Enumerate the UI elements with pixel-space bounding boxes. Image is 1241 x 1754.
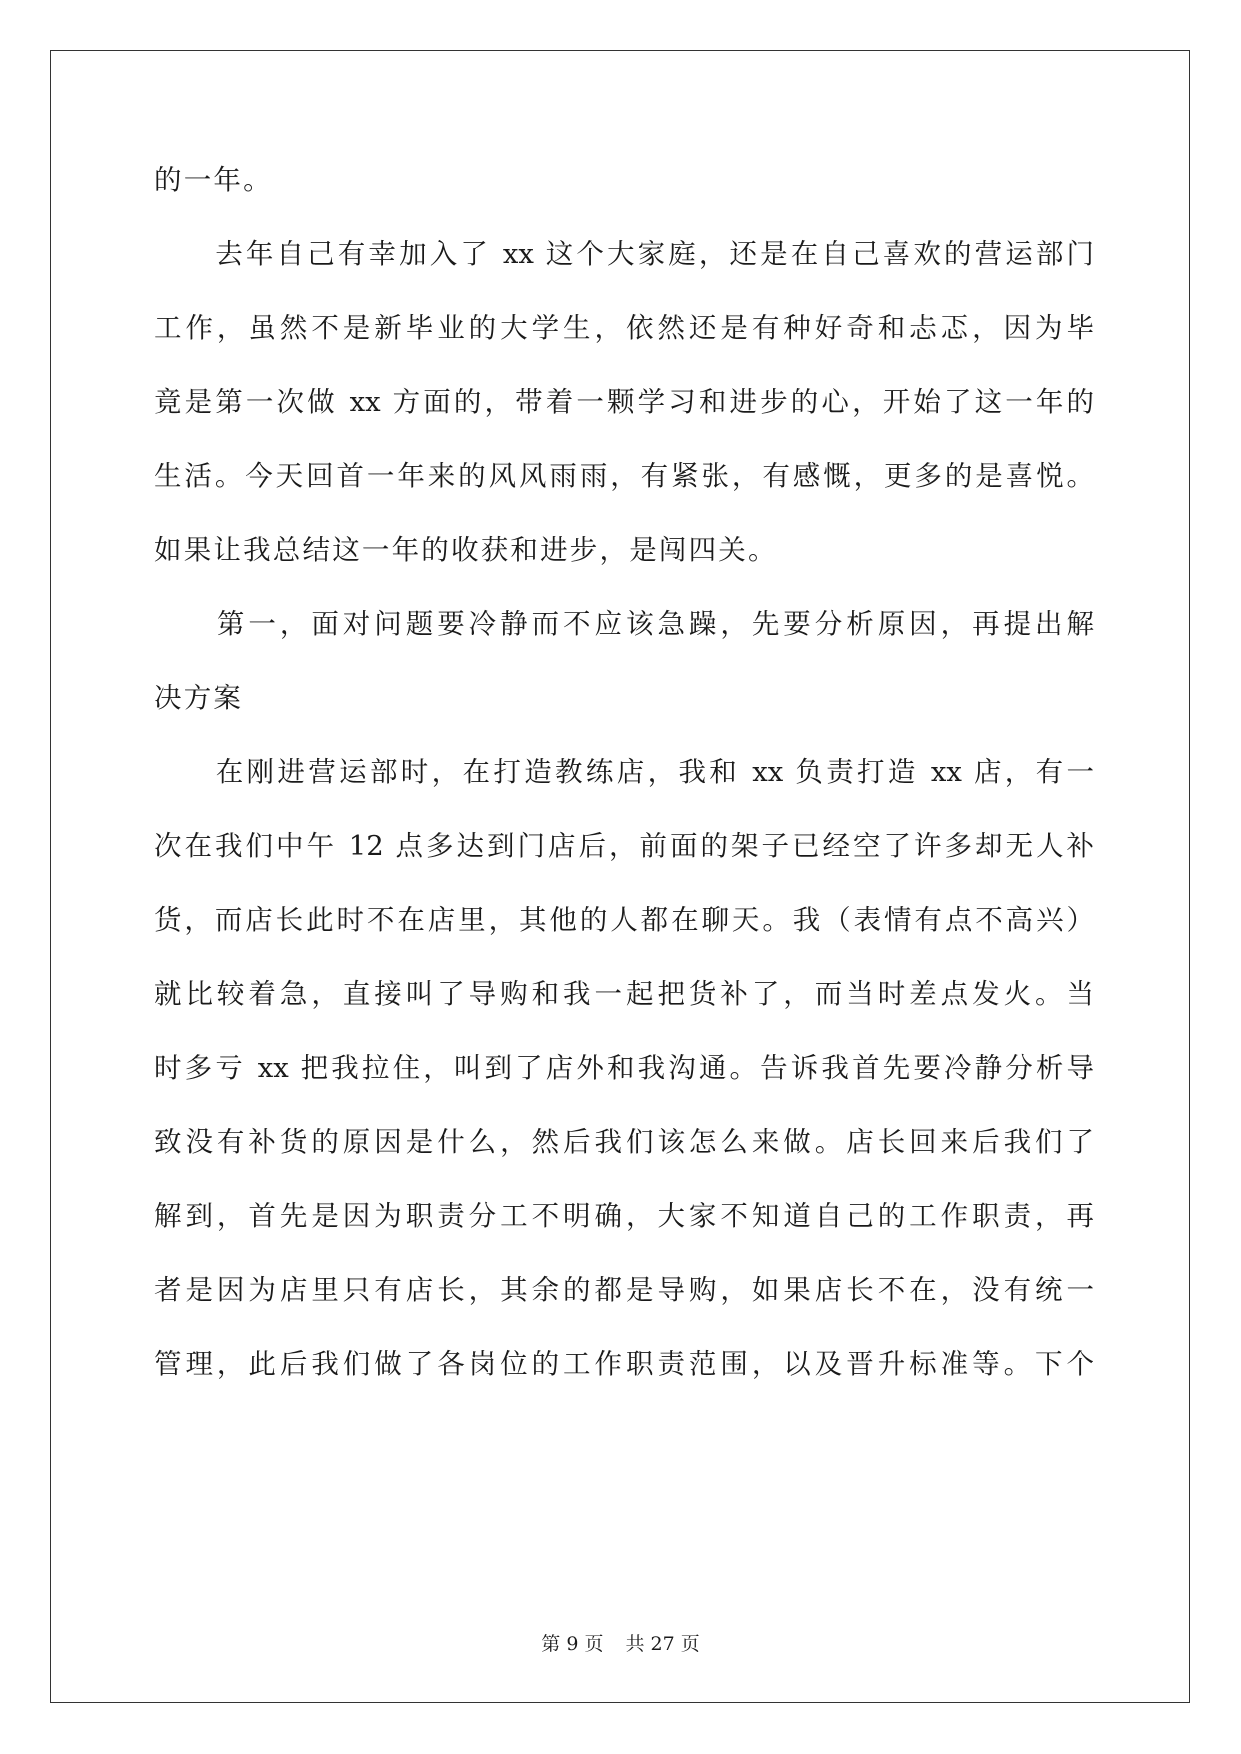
text-line: 时多亏 xx 把我拉住，叫到了店外和我沟通。告诉我首先要冷静分析导 [154, 1052, 1094, 1084]
text-line: 第一，面对问题要冷静而不应该急躁，先要分析原因，再提出解 [154, 608, 1094, 640]
text-line: 就比较着急，直接叫了导购和我一起把货补了，而当时差点发火。当 [154, 978, 1094, 1010]
page-total: 共 27 页 [625, 1633, 700, 1655]
text-line: 在刚进营运部时，在打造教练店，我和 xx 负责打造 xx 店，有一 [154, 756, 1094, 788]
page-footer [0, 1632, 1241, 1656]
text-line: 如果让我总结这一年的收获和进步，是闯四关。 [154, 534, 778, 566]
text-line: 致没有补货的原因是什么，然后我们该怎么来做。店长回来后我们了 [154, 1126, 1094, 1158]
page-number: 第 9 页 [541, 1633, 604, 1655]
text-line: 去年自己有幸加入了 xx 这个大家庭，还是在自己喜欢的营运部门 [154, 238, 1094, 270]
text-line: 次在我们中午 12 点多达到门店后，前面的架子已经空了许多却无人补 [154, 830, 1094, 862]
text-line: 工作，虽然不是新毕业的大学生，依然还是有种好奇和忐忑，因为毕 [154, 312, 1094, 344]
text-line: 决方案 [154, 682, 244, 714]
text-line: 解到，首先是因为职责分工不明确，大家不知道自己的工作职责，再 [154, 1200, 1094, 1232]
text-line: 生活。今天回首一年来的风风雨雨，有紧张，有感慨，更多的是喜悦。 [154, 460, 1094, 492]
text-line: 竟是第一次做 xx 方面的，带着一颗学习和进步的心，开始了这一年的 [154, 386, 1094, 418]
text-line: 管理，此后我们做了各岗位的工作职责范围，以及晋升标准等。下个 [154, 1348, 1094, 1380]
text-line: 者是因为店里只有店长，其余的都是导购，如果店长不在，没有统一 [154, 1274, 1094, 1306]
text-line: 货，而店长此时不在店里，其他的人都在聊天。我（表情有点不高兴） [154, 904, 1094, 936]
text-line: 的一年。 [154, 164, 273, 196]
page-border [50, 50, 1190, 1703]
